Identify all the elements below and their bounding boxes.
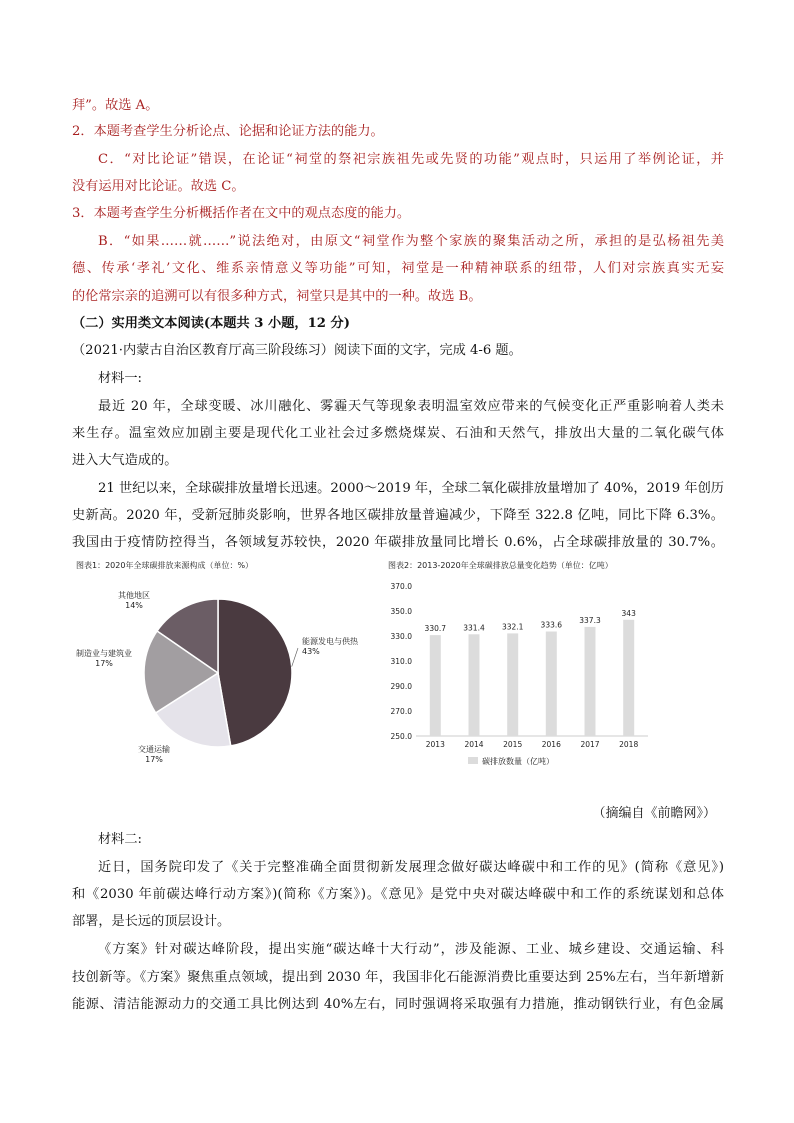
bar <box>430 635 441 736</box>
bar-legend-label: 碳排放数量（亿吨） <box>482 757 554 766</box>
pie-slice-value: 43% <box>302 647 320 656</box>
bar-chart <box>386 556 666 768</box>
analysis-line-2: 2．本题考查学生分析论点、论据和论证方法的能力。 <box>72 124 384 139</box>
bar-y-tick-label: 290.0 <box>390 682 412 691</box>
bar-y-tick-label: 270.0 <box>390 707 412 716</box>
bar-x-tick-label: 2018 <box>619 740 639 749</box>
material1-p1-line2: 来生存。温室效应加剧主要是现代化工业社会过多燃烧煤炭、石油和天然气，排放出大量的二氧化碳气体 <box>72 426 724 441</box>
bar-y-tick-label: 310.0 <box>390 657 412 666</box>
pie-slice-label: 交通运输 <box>138 745 170 754</box>
pie-leader-line <box>292 648 298 667</box>
material1-label: 材料一: <box>98 371 143 386</box>
material2-p2-line1: 《方案》针对碳达峰阶段，提出实施“碳达峰十大行动”，涉及能源、工业、城乡建设、交通运输、科 <box>98 942 724 957</box>
material1-p2-line1: 21 世纪以来，全球碳排放量增长迅速。2000～2019 年，全球二氧化碳排放量增加了 40%，2019 年创历 <box>98 481 724 496</box>
material1-credit: （摘编自《前瞻网》） <box>592 806 716 821</box>
analysis-line-7: 德、传承‘孝礼’文化、维系亲情意义等功能”可知，祠堂是一种精神联系的纽带，人们对宗族真实无妄 <box>72 261 724 276</box>
pie-slice <box>218 599 292 746</box>
analysis-line-3: C．“对比论证”错误，在论证“祠堂的祭祀宗族祖先或先贤的功能”观点时，只运用了举例论证，并 <box>98 152 724 167</box>
bar-x-tick-label: 2015 <box>503 740 523 749</box>
bar-y-tick-label: 350.0 <box>390 607 412 616</box>
bar-value-label: 343 <box>621 608 636 618</box>
bar-x-tick-label: 2013 <box>425 740 445 749</box>
bar-value-label: 330.7 <box>424 624 447 634</box>
bar-y-tick-label: 370.0 <box>390 582 412 591</box>
bar-x-tick-label: 2016 <box>541 740 561 749</box>
analysis-line-8: 的伦常宗亲的追溯可以有很多种方式，祠堂只是其中的一种。故选 B。 <box>72 289 482 304</box>
bar-y-tick-label: 330.0 <box>390 632 412 641</box>
bar-value-label: 332.1 <box>501 622 524 632</box>
pie-slice-value: 14% <box>125 601 143 610</box>
bar-value-label: 333.6 <box>540 620 563 630</box>
material1-p1-line3: 进入大气造成的。 <box>72 453 178 468</box>
material2-label: 材料二: <box>98 832 143 847</box>
pie-slice-label: 制造业与建筑业 <box>76 649 132 658</box>
pie-slice-label: 能源发电与供热 <box>302 637 358 646</box>
material2-p1-line2: 和《2030 年前碳达峰行动方案》)(简称《方案》)。《意见》是党中央对碳达峰碳中和工作的系统谋划和总体 <box>72 887 724 902</box>
pie-slice-label: 其他地区 <box>118 591 150 600</box>
bar-value-label: 337.3 <box>579 615 601 625</box>
bar-x-tick-label: 2017 <box>580 740 600 749</box>
analysis-line-5: 3．本题考查学生分析概括作者在文中的观点态度的能力。 <box>72 206 411 221</box>
bar <box>469 634 480 736</box>
bar-legend-swatch <box>468 757 478 764</box>
pie-slice-value: 17% <box>95 659 113 668</box>
section-heading: （二）实用类文本阅读(本题共 3 小题，12 分) <box>72 316 350 331</box>
bar <box>623 620 634 736</box>
pie-chart-title: 图表1：2020年全球碳排放来源构成（单位：%） <box>76 561 254 570</box>
section-source: （2021·内蒙古自治区教育厅高三阶段练习）阅读下面的文字，完成 4-6 题。 <box>72 343 522 358</box>
pie-chart <box>74 556 384 768</box>
bar-y-tick-label: 250.0 <box>390 732 412 741</box>
material1-p2-line3: 我国由于疫情防控得当，各领域复苏较快，2020 年碳排放量同比增长 0.6%，占全球碳排放量的 30.7%。 <box>72 535 724 550</box>
pie-slice-value: 17% <box>145 755 163 764</box>
material2-p1-line3: 部署，是长远的顶层设计。 <box>72 914 231 929</box>
material1-p2-line2: 史新高。2020 年，受新冠肺炎影响，世界各地区碳排放量普遍减少，下降至 322.8 亿吨，同比下降 6.3%。 <box>72 508 724 523</box>
bar <box>546 632 557 737</box>
material2-p2-line3: 能源、清洁能源动力的交通工具比例达到 40%左右，同时强调将采取强有力措施，推动钢铁行业，有色金属 <box>72 997 724 1012</box>
bar-value-label: 331.4 <box>463 623 485 633</box>
bar-x-tick-label: 2014 <box>464 740 484 749</box>
analysis-line-1: 拜”。故选 A。 <box>72 98 159 113</box>
material2-p2-line2: 技创新等。《方案》聚焦重点领域，提出到 2030 年，我国非化石能源消费比重要达到 25%左右，当年新增新 <box>72 970 724 985</box>
material2-p1-line1: 近日，国务院印发了《关于完整准确全面贯彻新发展理念做好碳达峰碳中和工作的见》(简称《意见》) <box>98 860 724 875</box>
bar <box>507 633 518 736</box>
bar-chart-title: 图表2：2013-2020年全球碳排放总量变化趋势（单位：亿吨） <box>388 561 613 570</box>
material1-p1-line1: 最近 20 年，全球变暖、冰川融化、雾霾天气等现象表明温室效应带来的气候变化正严重影响着人类未 <box>98 399 724 414</box>
bar <box>585 627 596 736</box>
analysis-line-6: B．“如果……就……”说法绝对，由原文“祠堂作为整个家族的聚集活动之所，承担的是弘杨祖先美 <box>98 234 724 249</box>
analysis-line-4: 没有运用对比论证。故选 C。 <box>72 179 245 194</box>
